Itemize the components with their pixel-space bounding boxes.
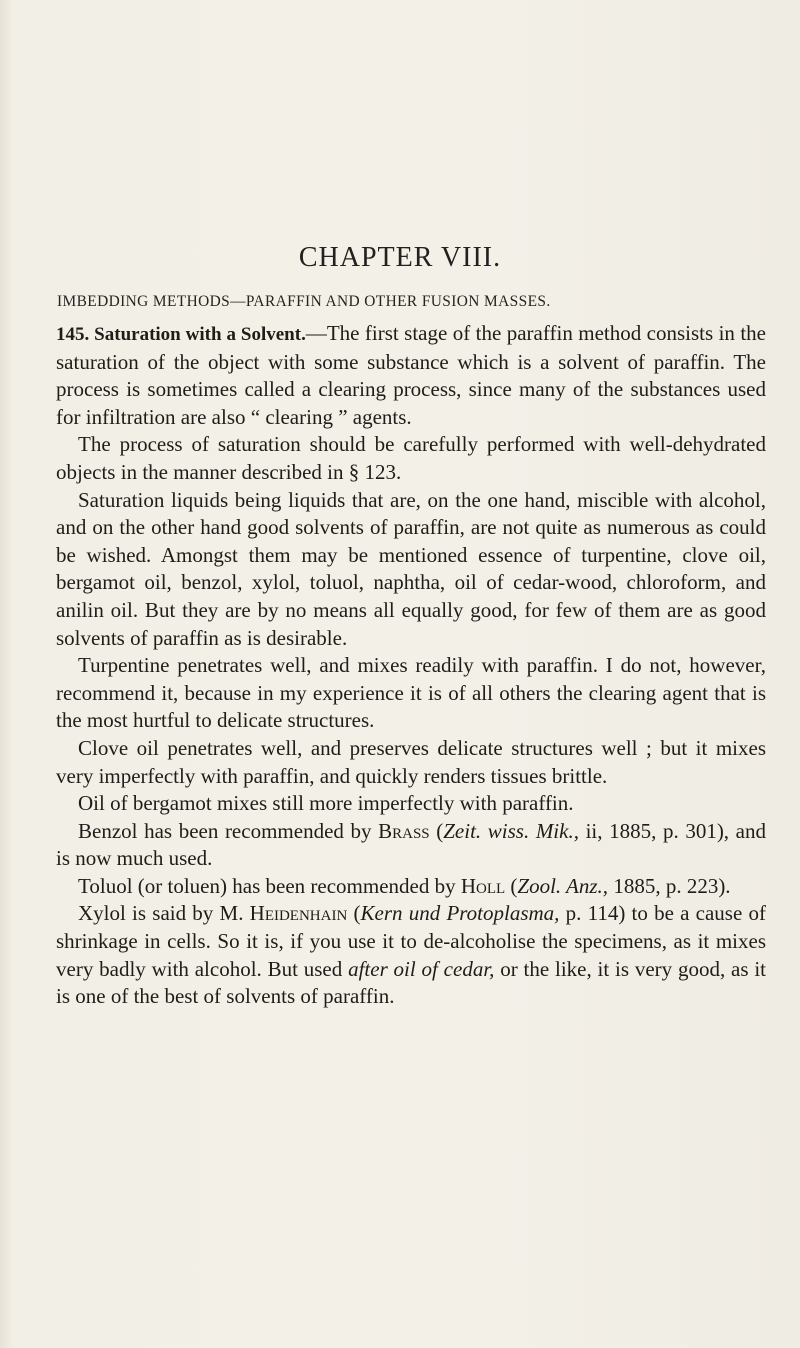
chapter-subtitle: IMBEDDING METHODS—PARAFFIN AND OTHER FUSION MASSES.: [57, 293, 551, 310]
chapter-title: CHAPTER VIII.: [298, 242, 502, 273]
benzol-text-c: ii, 1885, p. 301), and is now much used.: [56, 818, 766, 871]
paragraph-xylol: [56, 900, 766, 1010]
toluol-text-a: Toluol (or toluen) has been recommended by: [78, 873, 461, 898]
toluol-reference: Zool. Anz.,: [517, 873, 609, 898]
benzol-text-a: Benzol has been recommended by: [78, 818, 379, 843]
author-brass: Brass: [378, 818, 430, 843]
paragraph-saturation-process: The process of saturation should be carefully performed with well-dehydrated objects in the manner described in § 123.: [56, 432, 766, 484]
benzol-text-b: (: [429, 818, 444, 843]
paragraph-benzol: [56, 818, 766, 873]
benzol-reference: Zeit. wiss. Mik.,: [443, 818, 579, 843]
xylol-text-b: (: [347, 901, 361, 926]
paragraph-saturation-liquids: Saturation liquids being liquids that are, on the one hand, miscible with alcohol, and on the other hand good solvents of paraffin, are not quite as numerous as could be wished. Amongst them may be mentioned essence of turpentine, clove oil, bergamot oil, benzol, xylol, toluol, naphtha, oil of cedar-wood, chloroform, and anilin oil. But they are by no means all equally good, for few of them are as good solvents of paraffin as is desirable.: [56, 487, 766, 650]
author-heidenhain: Heidenhain: [249, 901, 348, 926]
toluol-text-b: (: [505, 873, 518, 898]
xylol-text-a: Xylol is said by M.: [78, 901, 250, 926]
paragraph-toluol: [56, 873, 766, 901]
xylol-reference: Kern und Protoplasma,: [360, 901, 560, 926]
paragraph-clove-oil: Clove oil penetrates well, and preserves delicate structures well ; but it mixes very imperfectly with paraffin, and quickly renders tissues brittle.: [56, 735, 766, 788]
xylol-text-d: or the like, it is very good, as it is one of the best of solvents of paraffin.: [56, 956, 767, 1009]
body-text: [56, 320, 766, 1011]
xylol-text-c: p. 114) to be a cause of shrinkage in cells. So it is, if you use it to de-alcoholise the specimens, as it mixes very badly with alcohol. But used: [56, 901, 766, 981]
paragraph-turpentine: Turpentine penetrates well, and mixes readily with paraffin. I do not, however, recommend it, because in my experience it is of all others the clearing agent that is the most hurtful to delicate structures.: [56, 653, 766, 733]
section-heading: 145. Saturation with a Solvent.: [56, 324, 306, 345]
toluol-text-c: 1885, p. 223).: [608, 873, 731, 898]
paragraph-bergamot: Oil of bergamot mixes still more imperfectly with paraffin.: [78, 791, 574, 816]
author-holl: Holl: [460, 873, 506, 898]
section-lead-text: —The first stage of the paraffin method consists in the saturation of the object with some substance which is a solvent of paraffin. The process is sometimes called a clearing process, since many of the substances used for infiltration are also “ clearing ” agents.: [56, 321, 766, 429]
section-paragraph-145: [56, 320, 766, 431]
xylol-emphasis: after oil of cedar,: [348, 956, 495, 981]
